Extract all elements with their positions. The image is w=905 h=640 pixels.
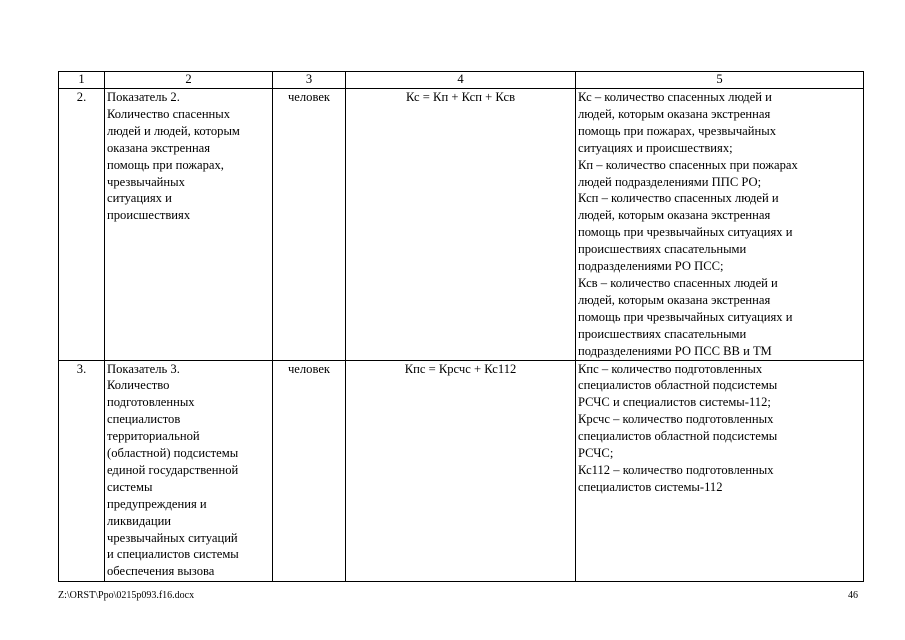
footer-page-number: 46: [848, 590, 858, 601]
header-col-3: 3: [273, 72, 346, 89]
description-line: Крсчс – количество подготовленных: [578, 412, 774, 427]
table-header-row: [59, 72, 864, 89]
unit-cell: человек: [273, 89, 346, 361]
row-number: 2.: [59, 89, 105, 361]
description-line: ситуациях и происшествиях;: [578, 140, 733, 155]
description-line: Кпс – количество подготовленных: [578, 361, 763, 376]
description-line: подразделениями РО ПСС;: [578, 259, 724, 274]
description-line: специалистов областной подсистемы: [578, 429, 778, 444]
description-line: Ксп – количество спасенных людей и: [578, 191, 779, 206]
indicator-cell: [105, 360, 273, 581]
description-line: Кп – количество спасенных при пожарах: [578, 157, 798, 172]
indicator-line: системы: [107, 479, 153, 494]
unit-cell: человек: [273, 360, 346, 581]
indicator-line: ситуациях и: [107, 191, 172, 206]
row-number: 3.: [59, 360, 105, 581]
description-line: происшествиях спасательными: [578, 326, 747, 341]
description-line: Кс112 – количество подготовленных: [578, 462, 774, 477]
description-line: подразделениями РО ПСС ВВ и ТМ: [578, 343, 772, 358]
description-cell: [576, 360, 864, 581]
description-line: помощь при чрезвычайных ситуациях и: [578, 225, 793, 240]
description-line: специалистов системы-112: [578, 479, 723, 494]
header-col-2: 2: [105, 72, 273, 89]
description-line: Кс – количество спасенных людей и: [578, 90, 772, 104]
description-cell: [576, 89, 864, 361]
description-line: Ксв – количество спасенных людей и: [578, 275, 778, 290]
description-line: специалистов областной подсистемы: [578, 378, 778, 393]
indicator-line: обеспечения вызова: [107, 564, 215, 579]
indicators-table: [58, 71, 864, 582]
indicator-line: оказана экстренная: [107, 140, 211, 155]
description-line: РСЧС и специалистов системы-112;: [578, 395, 771, 410]
indicator-line: Показатель 2.: [107, 90, 180, 104]
header-col-4: 4: [346, 72, 576, 89]
table-row: [59, 360, 864, 581]
indicator-line: происшествиях: [107, 208, 191, 223]
description-line: людей, которым оказана экстренная: [578, 208, 771, 223]
indicator-line: Количество спасенных: [107, 106, 231, 121]
indicator-line: (областной) подсистемы: [107, 446, 239, 461]
indicator-line: ликвидации: [107, 513, 172, 528]
indicator-line: подготовленных: [107, 395, 195, 410]
description-line: людей, которым оказана экстренная: [578, 106, 771, 121]
description-line: помощь при пожарах, чрезвычайных: [578, 123, 776, 138]
indicator-line: чрезвычайных ситуаций: [107, 530, 238, 545]
indicator-line: людей и людей, которым: [107, 123, 240, 138]
indicator-line: предупреждения и: [107, 496, 207, 511]
indicator-line: чрезвычайных: [107, 174, 185, 189]
formula-cell: Кпс = Крсчс + Кс112: [346, 360, 576, 581]
indicator-cell: [105, 89, 273, 361]
indicator-line: помощь при пожарах,: [107, 157, 224, 172]
indicator-line: и специалистов системы: [107, 547, 239, 562]
footer-file-path: Z:\ORST\Ppo\0215p093.f16.docx: [58, 590, 195, 601]
indicator-line: единой государственной: [107, 462, 239, 477]
description-line: происшествиях спасательными: [578, 242, 747, 257]
description-line: людей подразделениями ППС РО;: [578, 174, 762, 189]
header-col-1: 1: [59, 72, 105, 89]
table-row: [59, 89, 864, 361]
indicator-line: специалистов: [107, 412, 181, 427]
indicator-line: территориальной: [107, 429, 200, 444]
description-line: помощь при чрезвычайных ситуациях и: [578, 309, 793, 324]
header-col-5: 5: [576, 72, 864, 89]
description-line: людей, которым оказана экстренная: [578, 292, 771, 307]
indicator-line: Количество: [107, 378, 170, 393]
description-line: РСЧС;: [578, 446, 614, 461]
indicator-line: Показатель 3.: [107, 361, 180, 376]
formula-cell: Кс = Кп + Ксп + Ксв: [346, 89, 576, 361]
